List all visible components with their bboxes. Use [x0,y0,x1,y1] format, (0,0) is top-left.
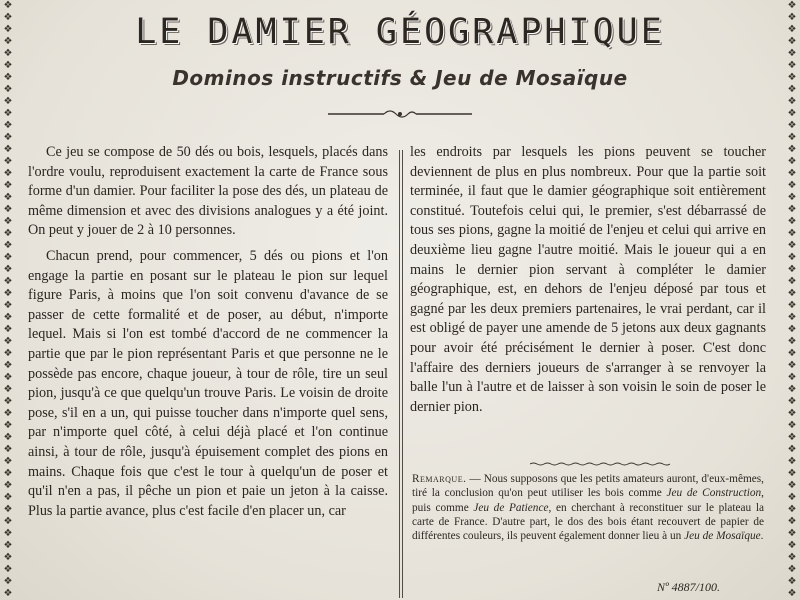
remark-emphasis: Jeu de Construction [666,487,762,500]
remark-text: — Nous supposons que les petits amateurs auront, d'eux-mêmes, tiré la conclusion qu'on peut utiliser les bois comme [412,473,764,500]
left-text-column [28,143,388,521]
right-decorative-border: ❖ ❖ ❖ ❖ ❖ ❖ ❖ ❖ ❖ ❖ ❖ ❖ ❖ ❖ ❖ ❖ ❖ ❖ ❖ ❖ ❖ ❖ ❖ ❖ ❖ ❖ ❖ ❖ ❖ ❖ ❖ ❖ ❖ ❖ ❖ ❖ ❖ ❖ ❖ ❖ ❖ ❖ ❖ ❖ ❖ ❖ ❖ ❖ ❖ ❖ [787,0,797,599]
right-text-column [410,143,766,417]
remark-text: , en cherchant à reconstituer sur le plateau la carte de France. D'autre part, le dos des bois étant recouvert de papier de différentes couleurs, ils peuvent également donner lieu à un [412,501,764,543]
column-divider [399,150,403,598]
remark-text: , puis comme [412,487,764,514]
paragraph-intro: Ce jeu se compose de 50 dés ou bois, lesquels, placés dans l'ordre voulu, reproduisent exactement la carte de France sous forme d'un damier. Pour faciliter la pose des dés, un plateau de même dimension et avec des divisions analogues y a été joint. On peut y jouer de 2 à 10 personnes. [28,144,388,239]
page-title: LE DAMIER GÉOGRAPHIQUE [135,12,665,52]
remark-text: . [760,530,764,543]
paragraph-rules-continued: les endroits par lesquels les pions peuvent se toucher deviennent de plus en plus nombreux. Pour que la partie soit terminée, il faut que le damier géographique soit entièrement constitué. Toutefois celui qui, le premier, s'est débarrassé de tous ses pions, gagne la moitié de l'enjeu et celui qui arrive en deuxième lieu gagne l'autre moitié. Mais le joueur qui a en mains le dernier pion servant à compléter le damier géographique, est, en dehors de l'enjeu déposé par tous et gagné par les deux premiers partenaires, le vrai perdant, car il est obligé de payer une amende de 5 jetons aux deux gagnants pour avoir été précisément le dernier à poser. C'est donc l'affaire des derniers joueurs de s'arranger à se renvoyer la balle l'un à l'autre et de laisser à son voisin le soin de poser le dernier pion. [410,144,766,415]
paragraph-rules: Chacun prend, pour commencer, 5 dés ou pions et l'on engage la partie en posant sur le plateau le pion sur lequel figure Paris, à moins que l'on soit convenu d'avance de se passer de cette formalité et de poser, au début, n'importe lequel. Mais si l'on est tombé d'accord de ne commencer la partie que par le pion représentant Paris et que personne ne le possède pas encore, chaque joueur, à tour de rôle, tire un seul pion, jusqu'à ce que quelqu'un trouve Paris. Le voisin de droite pose, s'il en a un, qui puisse toucher dans n'importe quel sens, par n'importe quel côté, à celui déjà placé et l'on continue ainsi, à tour de rôle, jusqu'à épuisement complet des pions en mains. Chaque fois que c'est le tour à quelqu'un de poser et qu'il n'en a pas, il pêche un pion et paie un jeton à la caisse. Plus la partie avance, plus c'est facile d'en placer un, car [28,247,388,519]
catalog-reference-number: Nº 4887/100. [656,580,720,594]
remark-note [412,472,764,543]
page-subtitle: Dominos instructifs & Jeu de Mosaïque [172,66,628,90]
left-decorative-border: ❖ ❖ ❖ ❖ ❖ ❖ ❖ ❖ ❖ ❖ ❖ ❖ ❖ ❖ ❖ ❖ ❖ ❖ ❖ ❖ ❖ ❖ ❖ ❖ ❖ ❖ ❖ ❖ ❖ ❖ ❖ ❖ ❖ ❖ ❖ ❖ ❖ ❖ ❖ ❖ ❖ ❖ ❖ ❖ ❖ ❖ ❖ ❖ ❖ ❖ [3,0,13,599]
remark-label: Remarque. [412,473,467,485]
remark-separator-icon [530,462,670,466]
remark-emphasis: Jeu de Patience [473,501,549,514]
ornament-divider-icon [328,108,472,120]
remark-emphasis: Jeu de Mosaïque [684,530,761,543]
